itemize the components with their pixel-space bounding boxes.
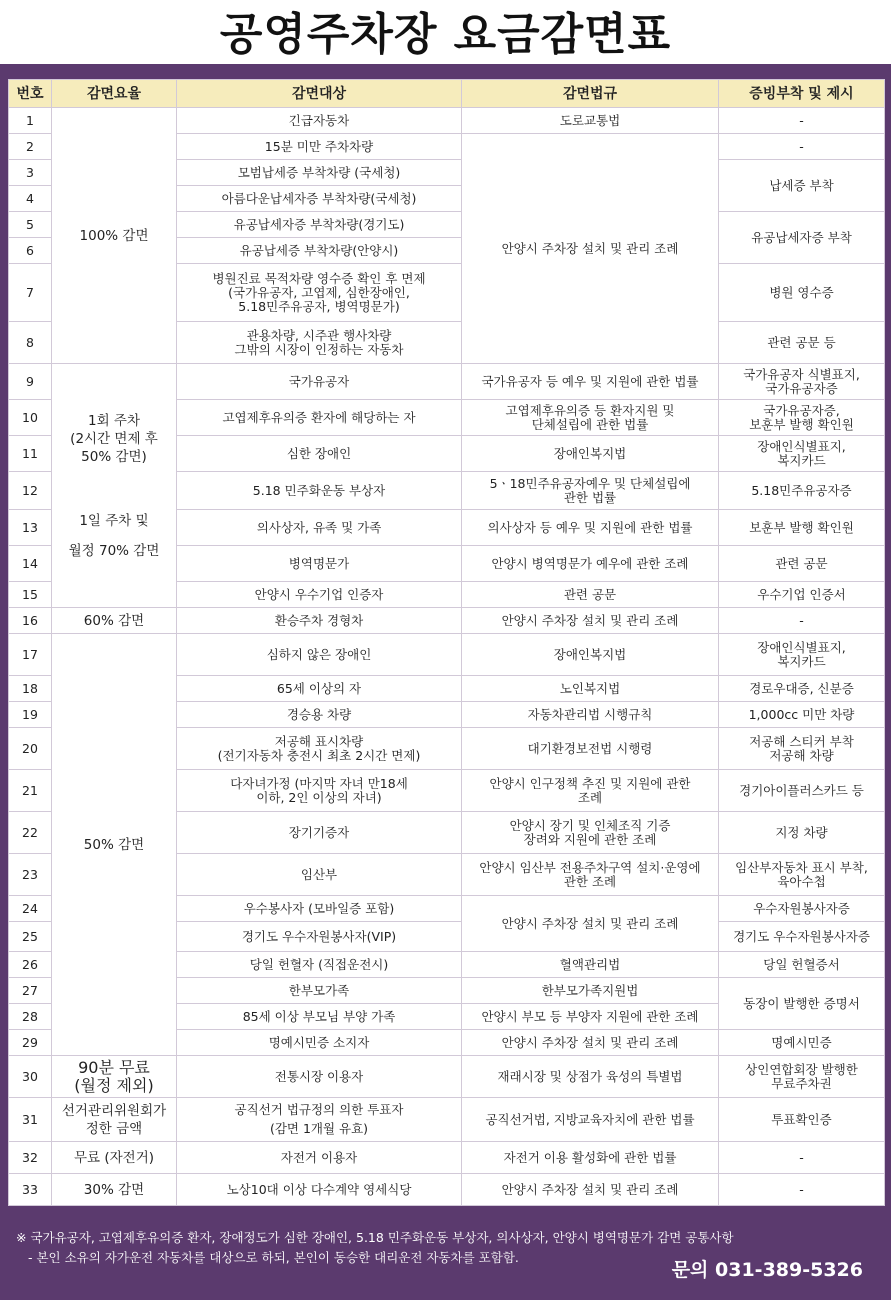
law-cell — [462, 728, 719, 770]
law-text: 안양시 임산부 전용주차구역 설치·운영에 — [479, 859, 701, 875]
law-cell — [462, 978, 719, 1004]
target-text: 임산부 — [300, 866, 338, 882]
row-number: 21 — [9, 770, 52, 812]
target-cell — [177, 108, 462, 134]
header-law: 감면법규 — [462, 80, 719, 108]
law-cell — [462, 770, 719, 812]
proof-cell — [719, 676, 885, 702]
proof-cell — [719, 702, 885, 728]
proof-cell — [719, 436, 885, 472]
bottom-strip — [0, 1287, 891, 1300]
proof-cell — [719, 812, 885, 854]
law-text: 안양시 인구정책 추진 및 지원에 관한 — [489, 775, 691, 791]
proof-text: 국가유공자 식별표지, — [743, 366, 860, 382]
target-cell — [177, 364, 462, 400]
law-cell — [462, 812, 719, 854]
law-text: 안양시 병역명문가 예우에 관한 조례 — [491, 555, 689, 571]
target-text: 긴급자동차 — [288, 112, 350, 128]
law-text: 장애인복지법 — [553, 646, 627, 662]
proof-cell — [719, 400, 885, 436]
row-number: 13 — [9, 510, 52, 546]
law-cell — [462, 952, 719, 978]
row-number: 23 — [9, 854, 52, 896]
row-number: 4 — [9, 186, 52, 212]
law-text: 국가유공자 등 예우 및 지원에 관한 법률 — [481, 373, 699, 389]
law-text: 안양시 주차장 설치 및 관리 조례 — [501, 1181, 679, 1197]
row-number: 10 — [9, 400, 52, 436]
target-text: 의사상자, 유족 및 가족 — [256, 519, 382, 535]
target-text: 장기기증자 — [288, 824, 350, 840]
target-text: 노상10대 이상 다수계약 영세식당 — [226, 1181, 412, 1197]
proof-cell — [719, 770, 885, 812]
law-text: 한부모가족지원법 — [541, 982, 639, 998]
row-number: 26 — [9, 952, 52, 978]
target-text: 그밖의 시장이 인정하는 자동차 — [234, 341, 404, 357]
target-text: 저공해 표시차량 — [274, 733, 364, 749]
target-text: 안양시 우수기업 인증자 — [254, 586, 384, 602]
proof-text: - — [799, 612, 804, 628]
proof-text: 납세증 부착 — [769, 177, 834, 193]
row-number: 16 — [9, 608, 52, 634]
proof-text: 육아수첩 — [777, 873, 826, 889]
discount-table — [8, 79, 885, 1206]
target-cell — [177, 978, 462, 1004]
target-cell — [177, 952, 462, 978]
target-text: 아름다운납세자증 부착차량(국세청) — [221, 190, 417, 206]
table-row — [9, 364, 885, 400]
law-cell — [462, 1174, 719, 1206]
proof-text: 지정 차량 — [775, 824, 828, 840]
footer-note-line-2: - 본인 소유의 자가운전 자동차를 대상으로 하되, 본인이 동승한 대리운전 자동차를 포함함. — [28, 1250, 519, 1265]
law-text: 조례 — [577, 789, 603, 805]
target-cell — [177, 634, 462, 676]
proof-cell — [719, 1056, 885, 1098]
row-number: 8 — [9, 322, 52, 364]
row-number: 22 — [9, 812, 52, 854]
target-cell — [177, 1142, 462, 1174]
rate-cell — [52, 108, 177, 364]
proof-text: 경로우대증, 신분증 — [749, 680, 854, 696]
table-row — [9, 108, 885, 134]
proof-text: 국가유공자증, — [763, 402, 840, 418]
target-text: 다자녀가정 (마지막 자녀 만18세 — [230, 775, 408, 791]
footer-note-line-1: ※ 국가유공자, 고엽제후유의증 환자, 장애정도가 심한 장애인, 5.18 민주화운동 부상자, 의사상자, 안양시 병역명문가 감면 공통사항 — [16, 1230, 734, 1245]
proof-cell — [719, 608, 885, 634]
proof-text: - — [799, 1181, 804, 1197]
proof-cell — [719, 510, 885, 546]
rate-text: 30% 감면 — [83, 1181, 145, 1198]
row-number: 33 — [9, 1174, 52, 1206]
proof-cell — [719, 1174, 885, 1206]
row-number: 5 — [9, 212, 52, 238]
rate-text: 1일 주차 및 — [79, 512, 149, 529]
proof-cell — [719, 896, 885, 922]
target-text: 공직선거 법규정의 의한 투표자 — [234, 1102, 404, 1117]
proof-cell — [719, 634, 885, 676]
law-text: 장려와 지원에 관한 조례 — [523, 831, 657, 847]
law-text: 재래시장 및 상점가 육성의 특별법 — [497, 1068, 683, 1084]
proof-cell — [719, 978, 885, 1030]
target-cell — [177, 1174, 462, 1206]
target-text: (전기자동차 충전시 최초 2시간 면제) — [217, 747, 421, 763]
proof-cell — [719, 212, 885, 264]
law-cell — [462, 702, 719, 728]
target-text: 명예시민증 소지자 — [268, 1034, 370, 1050]
target-text: 65세 이상의 자 — [276, 680, 362, 696]
target-cell — [177, 770, 462, 812]
law-text: 5ㆍ18민주유공자예우 및 단체설립에 — [489, 475, 691, 491]
law-text: 안양시 주차장 설치 및 관리 조례 — [501, 612, 679, 628]
law-text: 안양시 주차장 설치 및 관리 조례 — [501, 1034, 679, 1050]
target-cell — [177, 186, 462, 212]
law-cell — [462, 364, 719, 400]
row-number: 31 — [9, 1098, 52, 1142]
target-text: 자전거 이용자 — [280, 1149, 358, 1165]
row-number: 9 — [9, 364, 52, 400]
target-cell — [177, 854, 462, 896]
law-cell — [462, 1098, 719, 1142]
proof-text: 경기아이플러스카드 등 — [739, 782, 864, 798]
proof-text: 유공납세자증 부착 — [751, 229, 852, 245]
rate-cell — [52, 608, 177, 634]
law-text: 관한 조례 — [563, 873, 617, 889]
target-cell — [177, 582, 462, 608]
row-number: 29 — [9, 1030, 52, 1056]
law-text: 공직선거법, 지방교육자치에 관한 법률 — [485, 1111, 695, 1127]
proof-text: 장애인식별표지, — [757, 438, 846, 454]
law-cell — [462, 854, 719, 896]
law-text: 자동차관리법 시행규칙 — [527, 706, 653, 722]
rate-cell — [52, 1174, 177, 1206]
row-number: 24 — [9, 896, 52, 922]
rate-text: 50% 감면) — [81, 448, 147, 465]
target-cell — [177, 676, 462, 702]
proof-text: 투표확인증 — [771, 1111, 832, 1127]
row-number: 14 — [9, 546, 52, 582]
target-text: 경기도 우수자원봉사자(VIP) — [241, 928, 397, 944]
row-number: 7 — [9, 264, 52, 322]
target-text: 병역명문가 — [288, 555, 350, 571]
target-text: 병원진료 목적차량 영수증 확인 후 면제 — [212, 270, 426, 286]
proof-text: 임산부자동차 표시 부착, — [735, 859, 868, 875]
row-number: 28 — [9, 1004, 52, 1030]
proof-cell — [719, 1030, 885, 1056]
row-number: 20 — [9, 728, 52, 770]
row-number: 3 — [9, 160, 52, 186]
target-cell — [177, 510, 462, 546]
row-number: 19 — [9, 702, 52, 728]
table-row — [9, 1174, 885, 1206]
target-cell — [177, 212, 462, 238]
target-text: 5.18민주유공자, 병역명문가) — [238, 298, 400, 314]
target-text: 경승용 차량 — [286, 706, 352, 722]
law-text: 관한 법률 — [563, 489, 617, 505]
proof-text: 장애인식별표지, — [757, 639, 846, 655]
proof-cell — [719, 582, 885, 608]
target-cell — [177, 160, 462, 186]
target-cell — [177, 472, 462, 510]
target-text: 유공납세자증 부착차량(경기도) — [233, 216, 405, 232]
proof-text: 경기도 우수자원봉사자증 — [733, 928, 870, 944]
target-cell — [177, 1056, 462, 1098]
row-number: 32 — [9, 1142, 52, 1174]
law-text: 관련 공문 — [563, 586, 617, 602]
target-text: 관용차량, 시주관 행사차량 — [246, 327, 392, 343]
law-cell — [462, 134, 719, 364]
target-text: 환승주차 경형차 — [274, 612, 364, 628]
contact-phone: 문의 031-389-5326 — [671, 1259, 863, 1281]
table-row — [9, 1098, 885, 1142]
law-text: 단체설립에 관한 법률 — [531, 416, 649, 432]
proof-text: 우수자원봉사자증 — [753, 900, 850, 916]
header-no: 번호 — [9, 80, 52, 108]
rate-spacer — [54, 530, 174, 542]
law-cell — [462, 676, 719, 702]
proof-text: 복지카드 — [777, 452, 826, 468]
law-cell — [462, 400, 719, 436]
target-text: 한부모가족 — [288, 982, 350, 998]
law-text: 장애인복지법 — [553, 445, 627, 461]
proof-text: 5.18민주유공자증 — [751, 482, 852, 498]
header-target: 감면대상 — [177, 80, 462, 108]
law-cell — [462, 608, 719, 634]
row-number: 18 — [9, 676, 52, 702]
rate-cell — [52, 364, 177, 608]
law-cell — [462, 634, 719, 676]
proof-text: 당일 헌혈증서 — [763, 956, 840, 972]
target-text: 심하지 않은 장애인 — [266, 646, 372, 662]
target-cell — [177, 1098, 462, 1142]
law-cell — [462, 546, 719, 582]
proof-text: - — [799, 112, 804, 128]
target-text: 고엽제후유의증 환자에 해당하는 자 — [222, 409, 416, 425]
table-row — [9, 1056, 885, 1098]
proof-cell — [719, 728, 885, 770]
target-cell — [177, 264, 462, 322]
table-header-row — [9, 80, 885, 108]
table-row — [9, 608, 885, 634]
rate-cell — [52, 634, 177, 1056]
law-cell — [462, 582, 719, 608]
rate-text: 월정 70% 감면 — [68, 542, 160, 559]
proof-text: 보훈부 발행 확인원 — [749, 416, 854, 432]
row-number: 6 — [9, 238, 52, 264]
proof-cell — [719, 322, 885, 364]
law-text: 안양시 주차장 설치 및 관리 조례 — [501, 915, 679, 931]
target-cell — [177, 1030, 462, 1056]
proof-cell — [719, 160, 885, 212]
header-rate: 감면요율 — [52, 80, 177, 108]
law-cell — [462, 1030, 719, 1056]
row-number: 25 — [9, 922, 52, 952]
proof-cell — [719, 1142, 885, 1174]
proof-text: 1,000cc 미만 차량 — [748, 706, 855, 722]
law-text: 안양시 장기 및 인체조직 기증 — [509, 817, 671, 833]
law-text: 자전거 이용 활성화에 관한 법률 — [503, 1149, 677, 1165]
proof-text: 저공해 차량 — [769, 747, 834, 763]
target-cell — [177, 1004, 462, 1030]
rate-cell — [52, 1098, 177, 1142]
target-cell — [177, 546, 462, 582]
row-number: 2 — [9, 134, 52, 160]
rate-text: (2시간 면제 후 — [70, 430, 158, 447]
law-text: 혈액관리법 — [559, 956, 621, 972]
rate-text: 무료 (자전거) — [73, 1149, 155, 1166]
row-number: 1 — [9, 108, 52, 134]
proof-text: 관련 공문 — [775, 555, 828, 571]
target-text: 당일 헌혈자 (직접운전시) — [249, 956, 389, 972]
row-number: 12 — [9, 472, 52, 510]
proof-cell — [719, 952, 885, 978]
law-cell — [462, 472, 719, 510]
law-text: 고엽제후유의증 등 환자지원 및 — [505, 402, 675, 418]
law-text: 도로교통법 — [559, 112, 621, 128]
rate-cell — [52, 1056, 177, 1098]
proof-cell — [719, 1098, 885, 1142]
proof-text: 관련 공문 등 — [767, 334, 836, 350]
target-cell — [177, 702, 462, 728]
law-cell — [462, 436, 719, 472]
rate-text: (월정 제외) — [74, 1075, 154, 1095]
target-text: 전통시장 이용자 — [274, 1068, 364, 1084]
law-text: 노인복지법 — [559, 680, 621, 696]
target-cell — [177, 812, 462, 854]
proof-text: 보훈부 발행 확인원 — [749, 519, 854, 535]
target-text: (국가유공자, 고엽제, 심한장애인, — [228, 284, 410, 300]
law-text: 안양시 주차장 설치 및 관리 조례 — [501, 240, 679, 256]
rate-spacer — [54, 466, 174, 512]
law-cell — [462, 510, 719, 546]
target-cell — [177, 400, 462, 436]
row-number: 15 — [9, 582, 52, 608]
target-cell — [177, 608, 462, 634]
target-text: 유공납세증 부착차량(안양시) — [239, 242, 399, 258]
proof-text: 국가유공자증 — [765, 380, 838, 396]
law-cell — [462, 1056, 719, 1098]
table-row — [9, 1142, 885, 1174]
rate-cell — [52, 1142, 177, 1174]
proof-text: 저공해 스티커 부착 — [749, 733, 854, 749]
rate-text: 50% 감면 — [83, 836, 145, 853]
row-number: 17 — [9, 634, 52, 676]
proof-cell — [719, 134, 885, 160]
law-cell — [462, 1004, 719, 1030]
target-cell — [177, 922, 462, 952]
rate-text: 정한 금액 — [85, 1120, 143, 1137]
target-text: 85세 이상 부모님 부양 가족 — [242, 1008, 396, 1024]
page-title: 공영주차장 요금감면표 — [0, 0, 891, 64]
proof-text: - — [799, 1149, 804, 1165]
row-number: 27 — [9, 978, 52, 1004]
law-cell — [462, 108, 719, 134]
rate-text: 1회 주차 — [87, 412, 140, 429]
row-number: 30 — [9, 1056, 52, 1098]
target-text: 심한 장애인 — [286, 445, 352, 461]
target-text: 우수봉사자 (모바일증 포함) — [243, 900, 395, 916]
target-cell — [177, 238, 462, 264]
proof-text: 상인연합회장 발행한 — [745, 1061, 858, 1077]
law-text: 안양시 부모 등 부양자 지원에 관한 조례 — [481, 1008, 699, 1024]
proof-cell — [719, 546, 885, 582]
target-cell — [177, 728, 462, 770]
proof-cell — [719, 472, 885, 510]
rate-text: 선거관리위원회가 — [61, 1102, 167, 1119]
target-cell — [177, 322, 462, 364]
law-text: 의사상자 등 예우 및 지원에 관한 법률 — [487, 519, 693, 535]
target-text: 이하, 2인 이상의 자녀) — [256, 789, 382, 805]
proof-text: 동장이 발행한 증명서 — [743, 995, 860, 1011]
law-text: 대기환경보전법 시행령 — [527, 740, 653, 756]
proof-cell — [719, 922, 885, 952]
target-cell — [177, 436, 462, 472]
proof-cell — [719, 264, 885, 322]
proof-text: 우수기업 인증서 — [757, 586, 846, 602]
proof-text: 무료주차권 — [771, 1075, 832, 1091]
proof-text: 복지카드 — [777, 653, 826, 669]
proof-cell — [719, 854, 885, 896]
proof-cell — [719, 108, 885, 134]
target-text: 국가유공자 — [288, 373, 350, 389]
proof-text: - — [799, 138, 804, 154]
target-text: 모범납세증 부착차량 (국세청) — [237, 164, 401, 180]
header-proof: 증빙부착 및 제시 — [719, 80, 885, 108]
rate-text: 90분 무료 — [78, 1057, 150, 1077]
law-cell — [462, 896, 719, 952]
target-text: 15분 미만 주차차량 — [264, 138, 374, 154]
table-row — [9, 634, 885, 676]
row-number: 11 — [9, 436, 52, 472]
target-text: (감면 1개월 유효) — [269, 1121, 369, 1136]
rate-text: 60% 감면 — [83, 612, 145, 629]
target-cell — [177, 896, 462, 922]
proof-text: 병원 영수증 — [769, 284, 834, 300]
rate-text: 100% 감면 — [79, 227, 149, 244]
proof-cell — [719, 364, 885, 400]
target-text: 5.18 민주화운동 부상자 — [252, 482, 386, 498]
proof-text: 명예시민증 — [771, 1034, 832, 1050]
law-cell — [462, 1142, 719, 1174]
target-cell — [177, 134, 462, 160]
